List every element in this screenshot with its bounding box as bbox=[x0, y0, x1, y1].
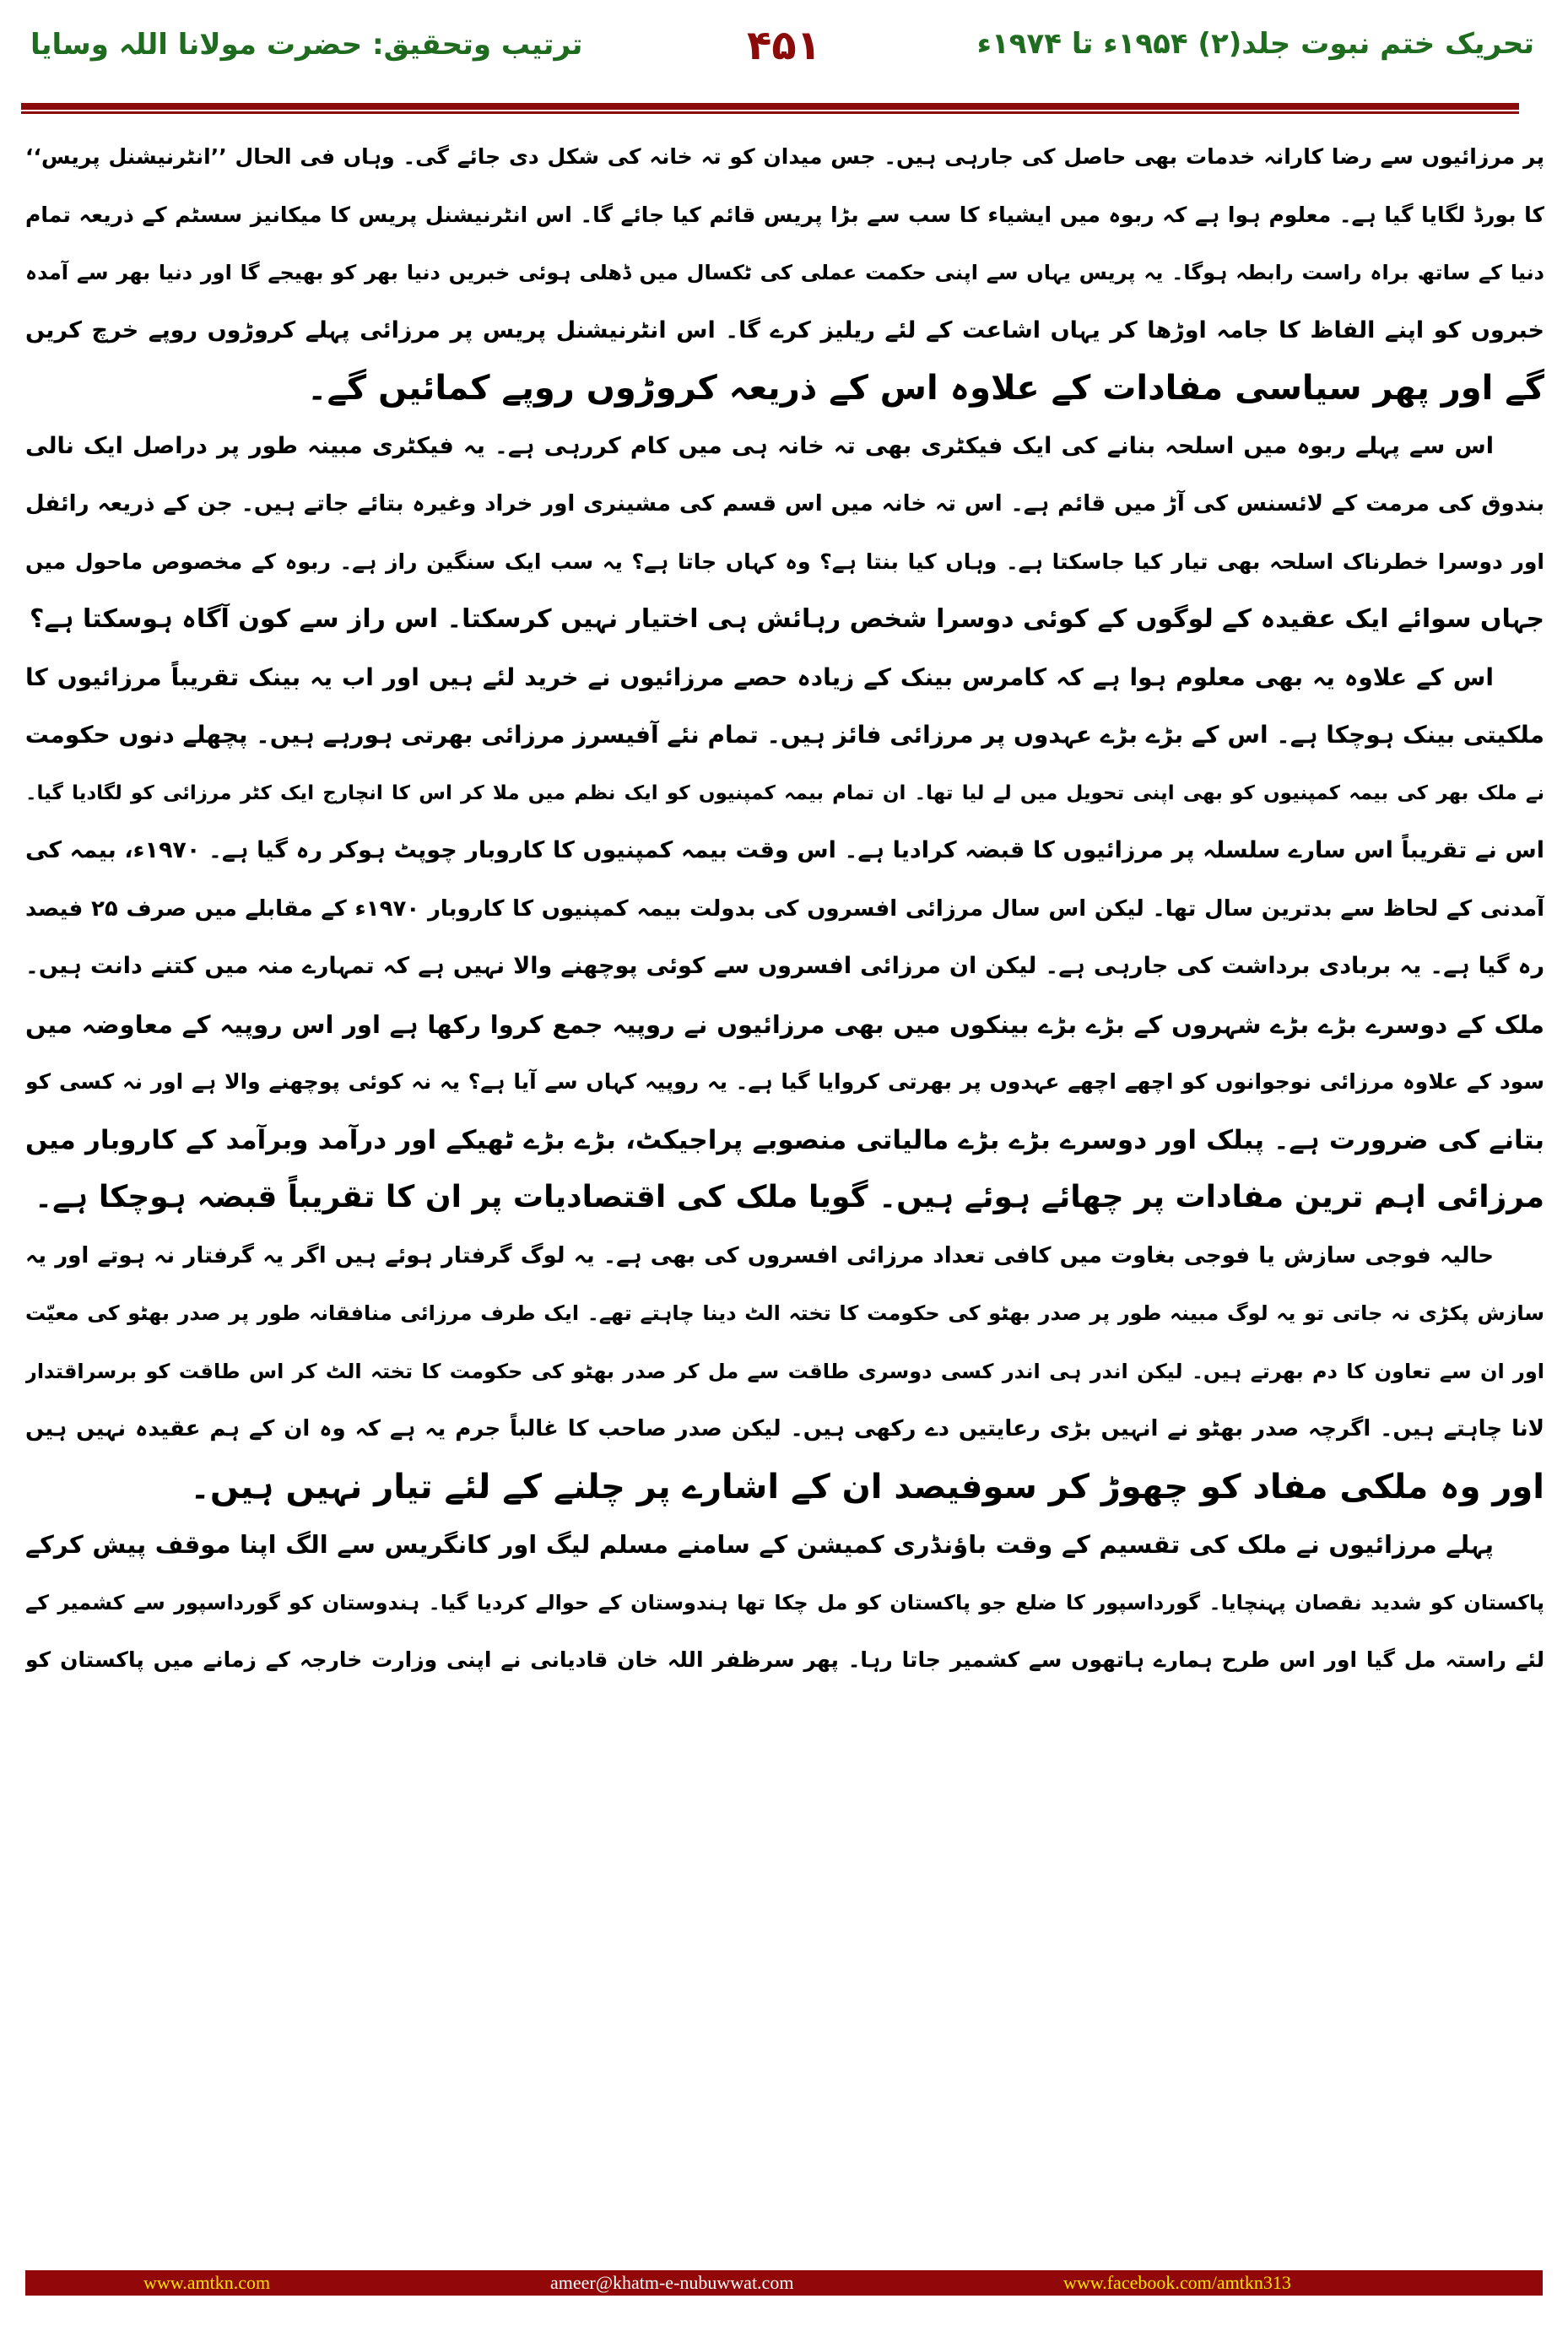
text-line: نے ملک بھر کی بیمہ کمپنیوں کو بھی اپنی تحویل میں لے لیا تھا۔ ان تمام بیمہ کمپنیوں کو ایک نظم میں ملا کر اس کا انچارج ایک کٹر مرزائی کو لگادیا گیا۔ bbox=[25, 782, 1544, 804]
text-line: دنیا کے ساتھ براہ راست رابطہ ہوگا۔ یہ پریس یہاں سے اپنی حکمت عملی کی ٹکسال میں ڈھلی ہوئی خبریں دنیا بھر کو بھیجے گا اور دنیا بھر سے آمدہ bbox=[25, 261, 1544, 284]
page-header bbox=[0, 0, 1568, 118]
text-line: پاکستان کو شدید نقصان پہنچایا۔ گورداسپور کا ضلع جو پاکستان کو مل چکا تھا ہندوستان کے حوالے کردیا گیا۔ ہندوستان کو گورداسپور سے کشمیر کے bbox=[25, 1590, 1544, 1615]
page-footer bbox=[25, 2270, 1543, 2296]
email-link[interactable]: ameer@khatm-e-nubuwwat.com bbox=[550, 2272, 794, 2293]
text-line: لئے راستہ مل گیا اور اس طرح ہمارے ہاتھوں سے کشمیر جاتا رہا۔ پھر سرظفر اللہ خان قادیانی نے اپنی وزارت خارجہ کے زمانے میں پاکستان کو bbox=[25, 1647, 1544, 1672]
text-line: گے اور پھر سیاسی مفادات کے علاوہ اس کے ذریعہ کروڑوں روپے کمائیں گے۔ bbox=[307, 369, 1544, 408]
book-title: تحریک ختم نبوت جلد(۲) ۱۹۵۴ء تا ۱۹۷۴ء bbox=[976, 27, 1534, 61]
compiler-credit: ترتیب وتحقیق: حضرت مولانا اللہ وسایا bbox=[30, 28, 583, 62]
text-line: آمدنی کے لحاظ سے بدترین سال تھا۔ لیکن اس سال مرزائی افسروں کی بدولت بیمہ کمپنیوں کا کاروبار ۱۹۷۰ء کے مقابلے میں صرف ۲۵ فیصد bbox=[25, 895, 1544, 922]
text-line: اس نے تقریباً اس سارے سلسلہ پر مرزائیوں کا قبضہ کرادیا ہے۔ اس وقت بیمہ کمپنیوں کا کاروبار چوپٹ ہوکر رہ گیا ہے۔ ۱۹۷۰ء، بیمہ کی bbox=[25, 837, 1544, 863]
text-line: ملکیتی بینک ہوچکا ہے۔ اس کے بڑے بڑے عہدوں پر مرزائی فائز ہیں۔ تمام نئے آفیسرز مرزائی بھرتی ہورہے ہیں۔ پچھلے دنوں حکومت bbox=[25, 721, 1544, 749]
header-rule-thick bbox=[21, 103, 1519, 110]
website-link[interactable]: www.amtkn.com bbox=[143, 2272, 271, 2293]
text-line: مرزائی اہم ترین مفادات پر چھائے ہوئے ہیں۔ گویا ملک کی اقتصادیات پر ان کا تقریباً قبضہ ہوچکا ہے۔ bbox=[35, 1180, 1544, 1214]
text-line: سود کے علاوہ مرزائی نوجوانوں کو اچھے اچھے عہدوں پر بھرتی کروایا گیا ہے۔ یہ روپیہ کہاں سے آیا ہے؟ یہ نہ کوئی پوچھنے والا ہے اور نہ کسی کو bbox=[25, 1069, 1544, 1094]
text-line: اور ان سے تعاون کا دم بھرتے ہیں۔ لیکن اندر ہی اندر کسی دوسری طاقت سے مل کر صدر بھٹو کی حکومت کا تختہ الٹ کر اس طاقت کو برسراقتدار bbox=[25, 1359, 1544, 1383]
text-line: خبروں کو اپنے الفاظ کا جامہ اوڑھا کر یہاں اشاعت کے لئے ریلیز کرے گا۔ اس انٹرنیشنل پریس پر مرزائی پہلے کروڑوں روپے خرچ کریں bbox=[25, 316, 1544, 343]
text-line: بتانے کی ضرورت ہے۔ پبلک اور دوسرے بڑے بڑے مالیاتی منصوبے پراجیکٹ، بڑے بڑے ٹھیکے اور درآمد وبرآمد کے کاروبار میں bbox=[25, 1124, 1544, 1155]
text-line: اس کے علاوہ یہ بھی معلوم ہوا ہے کہ کامرس بینک کے زیادہ حصے مرزائیوں نے خرید لئے ہیں اور اب یہ بینک تقریباً مرزائیوں کا bbox=[25, 663, 1494, 691]
text-line: اور وہ ملکی مفاد کو چھوڑ کر سوفیصد ان کے اشارے پر چلنے کے لئے تیار نہیں ہیں۔ bbox=[190, 1467, 1544, 1506]
text-line: لانا چاہتے ہیں۔ اگرچہ صدر بھٹو نے انہیں بڑی رعایتیں دے رکھی ہیں۔ لیکن صدر صاحب کا غالباً جرم یہ ہے کہ وہ ان کے ہم عقیدہ نہیں ہیں bbox=[25, 1416, 1544, 1441]
header-rule-thin bbox=[21, 111, 1519, 114]
text-line: اور دوسرا خطرناک اسلحہ بھی تیار کیا جاسکتا ہے۔ وہاں کیا بنتا ہے؟ وہ کہاں جاتا ہے؟ یہ سب ایک سنگین راز ہے۔ ربوہ کے مخصوص ماحول میں bbox=[25, 549, 1544, 574]
text-line: جہاں سوائے ایک عقیدہ کے لوگوں کے کوئی دوسرا شخص رہائش ہی اختیار نہیں کرسکتا۔ اس راز سے کون آگاہ ہوسکتا ہے؟ bbox=[29, 604, 1544, 634]
text-line: کا بورڈ لگایا گیا ہے۔ معلوم ہوا ہے کہ ربوہ میں ایشیاء کا سب سے بڑا پریس قائم کیا جائے گا۔ اس انٹرنیشنل پریس کا میکانیز سسٹم کے ذریعہ تمام bbox=[25, 202, 1544, 227]
text-line: رہ گیا ہے۔ یہ بربادی برداشت کی جارہی ہے۔ لیکن ان مرزائی افسروں سے کوئی پوچھنے والا نہیں ہے کہ تمہارے منہ میں کتنے دانت ہیں۔ bbox=[25, 953, 1544, 979]
text-line: سازش پکڑی نہ جاتی تو یہ لوگ مبینہ طور پر صدر بھٹو کی حکومت کا تختہ الٹ دینا چاہتے تھے۔ ایک طرف مرزائی منافقانہ طور پر صدر بھٹو کی معیّت bbox=[25, 1301, 1544, 1325]
text-line: پہلے مرزائیوں نے ملک کی تقسیم کے وقت باؤنڈری کمیشن کے سامنے مسلم لیگ اور کانگریس سے الگ اپنا موقف پیش کرکے bbox=[25, 1530, 1494, 1559]
text-line: ملک کے دوسرے بڑے بڑے شہروں کے بڑے بڑے بینکوں میں بھی مرزائیوں نے روپیہ جمع کروا رکھا ہے اور اس روپیہ کے معاوضہ میں bbox=[25, 1009, 1544, 1039]
text-line: اس سے پہلے ربوہ میں اسلحہ بنانے کی ایک فیکٹری بھی تہ خانہ ہی میں کام کررہی ہے۔ یہ فیکٹری مبینہ طور پر دراصل ایک نالی bbox=[25, 432, 1494, 459]
text-line: پر مرزائیوں سے رضا کارانہ خدمات بھی حاصل کی جارہی ہیں۔ جس میدان کو تہ خانہ کی شکل دی جائے گی۔ وہاں فی الحال ’’انٹرنیشنل پریس‘‘ bbox=[25, 144, 1544, 169]
facebook-link[interactable]: www.facebook.com/amtkn313 bbox=[1063, 2272, 1291, 2293]
text-line: بندوق کی مرمت کے لائسنس کی آڑ میں قائم ہے۔ اس تہ خانہ میں اس قسم کی مشینری اور خراد وغیرہ بتائے جاتے ہیں۔ جن کے ذریعہ رائفل bbox=[25, 491, 1544, 517]
page-number: ۴۵۱ bbox=[747, 22, 821, 69]
body-text bbox=[25, 128, 1544, 1690]
text-line: حالیہ فوجی سازش یا فوجی بغاوت میں کافی تعداد مرزائی افسروں کی بھی ہے۔ یہ لوگ گرفتار ہوئے ہیں اگر یہ گرفتار نہ ہوتے اور یہ bbox=[25, 1242, 1494, 1268]
